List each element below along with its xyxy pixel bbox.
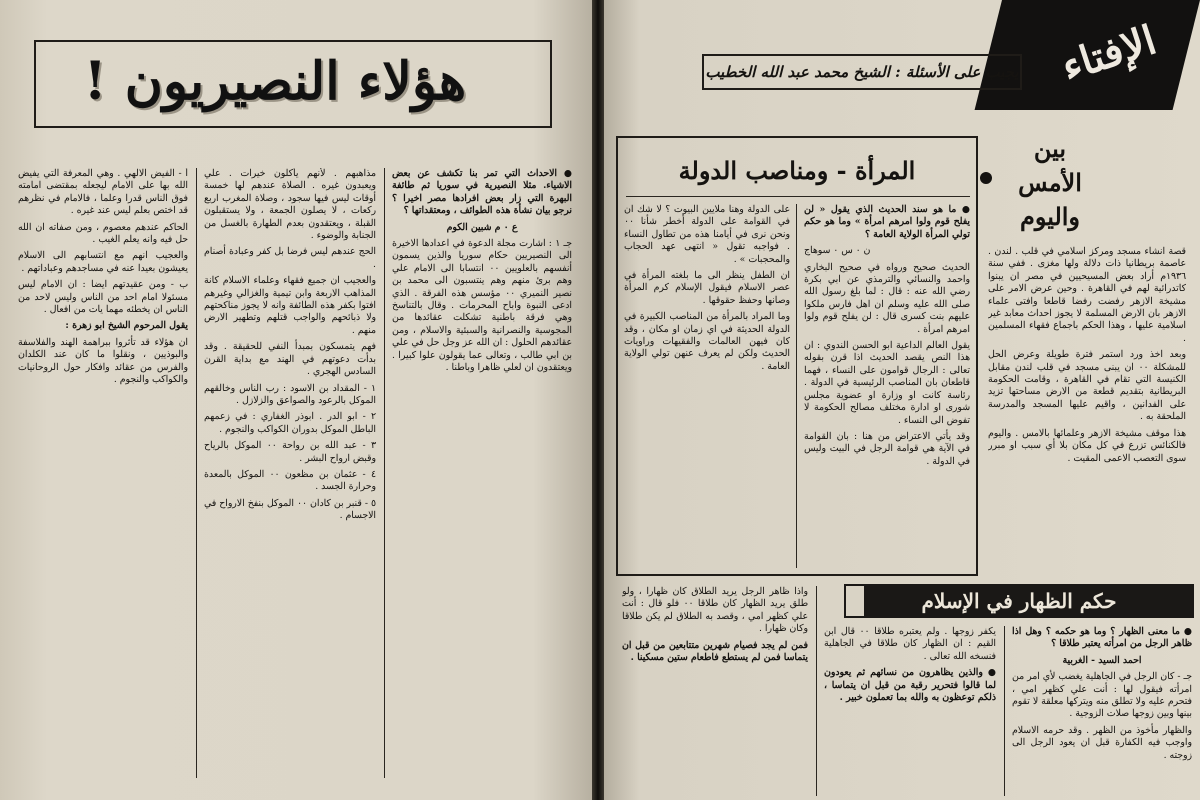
column-title-line: بين xyxy=(1033,134,1067,163)
woman-column-a xyxy=(804,204,970,570)
paragraph: الحج عندهم ليس فرضا بل كفر وعبادة أصنام . xyxy=(204,246,376,270)
paragraph: ان هؤلاء قد تأثروا ببراهمة الهند والفلاسفة والبوذيين ، ونقلوا ما كان عند الكلدان والفرس من عقائد وافكار حول الروحانيات والكواكب والنجوم . xyxy=(18,336,188,386)
paragraph: قصة انشاء مسجد ومركز اسلامي في قلب . لندن . عاصمة بريطانيا ذات دلالة ولها مغزى . ففي سنة ١٩٣٦م أراد بعض المسيحيين في مصر ان يبنوا كاتدرائية لهم في القاهرة . وحين عرض الامر على مشيخة الازهر رفضت رفضا قاطعا وافتى علماء الازهر بان الارض المسلمة لا يجوز احداث معابد غير اسلامية عليها ، وهذا الحكم باجماع فقهاء المسلمين . xyxy=(988,246,1186,344)
byline: يجيب على الأسئلة : الشيخ محمد عبد الله الخطيب xyxy=(705,63,1019,81)
column-title-line: الأمس xyxy=(1018,168,1082,197)
book-gutter xyxy=(592,0,604,800)
answer-paragraph: جـ ١ : اشارت مجلة الدعوة في اعدادها الاخيرة الى النصيريين حكام سوريا والذين يسمون أنفسهم بالعلويين ٠٠ انتسابا الى الامام علي وهم برئ منهم وهم ينتسبون الى محمد بن نصير النميري ٠٠ مؤسس هذه الفرقة . الذي ادعى النبوة واباح المحرمات . وقال بالتناسخ وهي فرقة باطنية تشكلت عقائدها من المجوسية والنصرانية والسبئية والاسلام ، ومن عقائدهم الحلول : ان الله عز وجل حل في علي بن ابي طالب ، وتعالى عما يقولون علوا كبيرا . ويعتقدون ان لعلي ظاهرا وباطنا . xyxy=(392,238,572,374)
paragraph: مذاهبهم . لأنهم يأكلون خيرات . علي ويعبدون غيره . الصلاة عندهم لها خمسة أوقات ليس فيها سجود ، وصلاة المغرب اربع ركعات ، لا يصلون الجمعة ، ولا يستقبلون القبلة ، ويعتقدون بعدم الطهارة بالغسل من الجنابة والوضوء . xyxy=(204,168,376,242)
article-column-1 xyxy=(392,168,572,784)
paragraph: والظهار مأخوذ من الظهر . وقد حرمه الاسلام واوجب فيه الكفارة قبل ان يعود الرجل الى زوجته . xyxy=(1012,724,1192,761)
bullet-dot-icon xyxy=(980,172,992,184)
paragraph: وبعد اخذ ورد استمر فترة طويلة وعرض الحل للمشكلة ٠٠ ان يبنى مسجد في قلب لندن مقابل الكنيسة التي تقام في القاهرة ، وقامت الحكومة البريطانية بتقديم قطعة من الارض مساحتها تزيد على الفدانين ، واقيم عليها المسجد والمدرسة الملحقة به . xyxy=(988,349,1186,423)
zihar-column-a xyxy=(1012,626,1192,798)
section-banner-title: الإفتاء xyxy=(1055,16,1162,91)
paragraph: واذا ظاهر الرجل يريد الطلاق كان ظهارا ، ولو طلق يريد الظهار كان طلاقا ٠٠ فلو قال : أنت علي كظهر امي ، وقصد به الطلاق لم يكن طلاقا وكان ظهارا . xyxy=(622,586,808,635)
quote-heading: يقول المرحوم الشيخ ابو زهرة : xyxy=(65,320,188,332)
question-signature: احمد السيد - الغربية xyxy=(1062,654,1142,666)
paragraph: هذا موقف مشيخة الازهر وعلمائها بالامس . واليوم فالكنائس تزرع في كل مكان بلا أي سبب او مبرر سوى التعصب الاعمى المقيت . xyxy=(988,427,1186,464)
article-column-3 xyxy=(18,168,188,784)
column-divider xyxy=(1004,626,1005,796)
woman-column-b xyxy=(624,204,790,570)
paragraph: جـ - كان الرجل في الجاهلية يغضب لأي امر من امرأته فيقول لها : أنت علي كظهر امي ، فتحرم عليه ولا تطلق منه ويتركها معلقة لا تقوم بينها وبين زوجها صلات الزوجية . xyxy=(1012,671,1192,720)
paragraph: ب - ومن عقيدتهم ايضا : ان الامام ليس مسئولا امام احد من الناس وليس لاحد من الناس ان يخطئه مهما يات من افعال . xyxy=(18,279,188,316)
paragraph: والعجيب انهم مع انتسابهم الى الاسلام يعيشون بعيدا عنه في مساجدهم وعباداتهم . xyxy=(18,250,188,274)
list-item: ١ - المقداد بن الاسود : رب الناس وخالقهم الموكل بالرعود والصواعق والزلازل . xyxy=(204,382,376,406)
title-underline xyxy=(626,196,970,197)
paragraph: وقد يأتي الاعتراض من هنا : بان القوامة في الآية هي قوامة الرجل في البيت وليس في الدولة . xyxy=(804,430,970,467)
paragraph: ان الطفل ينظر الى ما بلغته المرأة في عصر الاسلام فيقول الإسلام كرم المرأة وصانها وحفظ حقوقها . xyxy=(624,270,790,306)
question-signature: ن ٠ س ٠ سوهاج xyxy=(804,245,871,257)
paragraph: يقول العالم الداعية ابو الحسن الندوي : ان هذا النص يقصد الحديث اذا قرن بقوله تعالى : الرجال قوامون على النساء ، فهما قاطعان بان المناصب الرئيسية في الدولة . رئاسة كانت او وزارة او عضوية مجلس شورى او ادارة مختلف مصالح الحكومة لا تفوض الى النساء . xyxy=(804,340,970,426)
article-column-2 xyxy=(204,168,376,784)
column-title-line: واليوم xyxy=(1019,202,1081,231)
paragraph: يكفر زوجها . ولم يعتبره طلاقا ٠٠ قال ابن القيم : ان الظهار كان طلاقا في الجاهلية فنسخه الله تعالى . xyxy=(824,626,996,662)
paragraph: والعجيب ان جميع فقهاء وعلماء الاسلام كانة المذاهب الاربعة وابن تيمية والغزالي وغيرهم افتوا بكفر هذه الطائفة وانه لا يجوز مناكحتهم ولا ذبائحهم والواجب قتلهم وتطهير الارض منهم . xyxy=(204,275,376,336)
intro-column xyxy=(988,246,1186,576)
question-text: ● ما هو سند الحديث الذي يقول « لن يفلح قوم ولوا امرهم امرأة » وما هو حكم تولي المرأة الولاية العامة ؟ xyxy=(804,204,970,240)
paragraph: وما المراد بالمرأة من المناصب الكبيرة في الدولة الحديثة في اي زمان او مكان ، وقد كان فيهن العالمات والفقيهات وراويات الحديث ولكن لم يعرف عنهن تولي الولاية العامة . xyxy=(624,311,790,372)
paragraph: الحديث صحيح ورواه في صحيح البخاري واحمد والنسائي والترمذي عن ابي بكرة رضي الله عنه : قال : لما بلغ رسول الله صلى الله عليه وسلم ان اهل فارس ملكوا عليهم بنت كسرى قال : لن يفلح قوم ولوا امرهم امرأة . xyxy=(804,261,970,335)
column-divider xyxy=(196,168,197,778)
paragraph: فمن لم يجد فصيام شهرين متتابعين من قبل ان يتماسا فمن لم يستطع فاطعام ستين مسكينا . xyxy=(622,639,808,664)
right-page xyxy=(604,0,1200,800)
list-item: ٣ - عبد الله بن رواحة ٠٠ الموكل بالرياح وقبض ارواح البشر . xyxy=(204,440,376,464)
title-tab-marker xyxy=(846,586,864,616)
zihar-column-b xyxy=(824,626,996,798)
quran-verse: ● والذين يظاهرون من نسائهم ثم يعودون لما قالوا فتحرير رقبة من قبل ان يتماسا ، ذلكم توعظون به والله بما تعملون خبير . xyxy=(824,667,996,704)
article-headline: هؤلاء النصيريون ! xyxy=(83,51,467,112)
question-text: ● الاحداث التي تمر بنا تكشف عن بعض الاشياء. مثلا النصيرية في سوريا ثم طائفة البهرة التي زار بعض افرادها مصر اخيرا ؟ نرجو بيان نشأة هذه الطوائف ، ومعتقداتها ؟ xyxy=(392,168,572,217)
left-page xyxy=(0,0,592,800)
woman-article-title: المرأة - ومناصب الدولة xyxy=(678,156,916,185)
column-divider xyxy=(816,586,817,796)
paragraph: الحاكم عندهم معصوم ، ومن صفاته ان الله حل فيه وانه يعلم الغيب . xyxy=(18,221,188,246)
column-divider xyxy=(796,204,797,568)
list-item: ٤ - عثمان بن مظعون ٠٠ الموكل بالمعدة وحرارة الجسد . xyxy=(204,468,376,493)
paragraph: أ - الفيض الالهي . وهي المعرفة التي يفيض الله بها على الامام ليجعله بمقتضى امامته فوق الناس قدرا وعلما ، فالامام في نظرهم قد اختص بعلم ليس عند غيره . xyxy=(18,168,188,217)
zihar-article-title: حكم الظهار في الإسلام xyxy=(844,584,1194,618)
zihar-column-c xyxy=(622,586,808,798)
list-item: ٢ - ابو الدر . ابوذر الغفاري : في زعمهم الباطل الموكل بدوران الكواكب والنجوم . xyxy=(204,411,376,435)
column-title xyxy=(1002,132,1098,242)
question-signature: ع ٠ م شبين الكوم xyxy=(446,221,518,233)
paragraph: فهم يتمسكون بمبدأ النفي للحقيقة . وقد بدأت دعوتهم في الهند مع بداية القرن السادس الهجري . xyxy=(204,341,376,378)
column-divider xyxy=(384,168,385,778)
question-text: ● ما معنى الظهار ؟ وما هو حكمه ؟ وهل اذا ظاهر الرجل من امرأته يعتبر طلاقا ؟ xyxy=(1012,626,1192,650)
paragraph: على الدولة وهنا ملايين البيوت ؟ لا شك ان في القوامة على الدولة أخطر شأنا ٠٠ ونحن نرى في أيامنا هذه من تطاول النساء . فواجبه تقول « انتهى عهد الحجاب والمحجبات » . xyxy=(624,204,790,265)
list-item: ٥ - قنبر بن كادان ٠٠ الموكل بنفخ الارواح في الاجسام . xyxy=(204,497,376,522)
